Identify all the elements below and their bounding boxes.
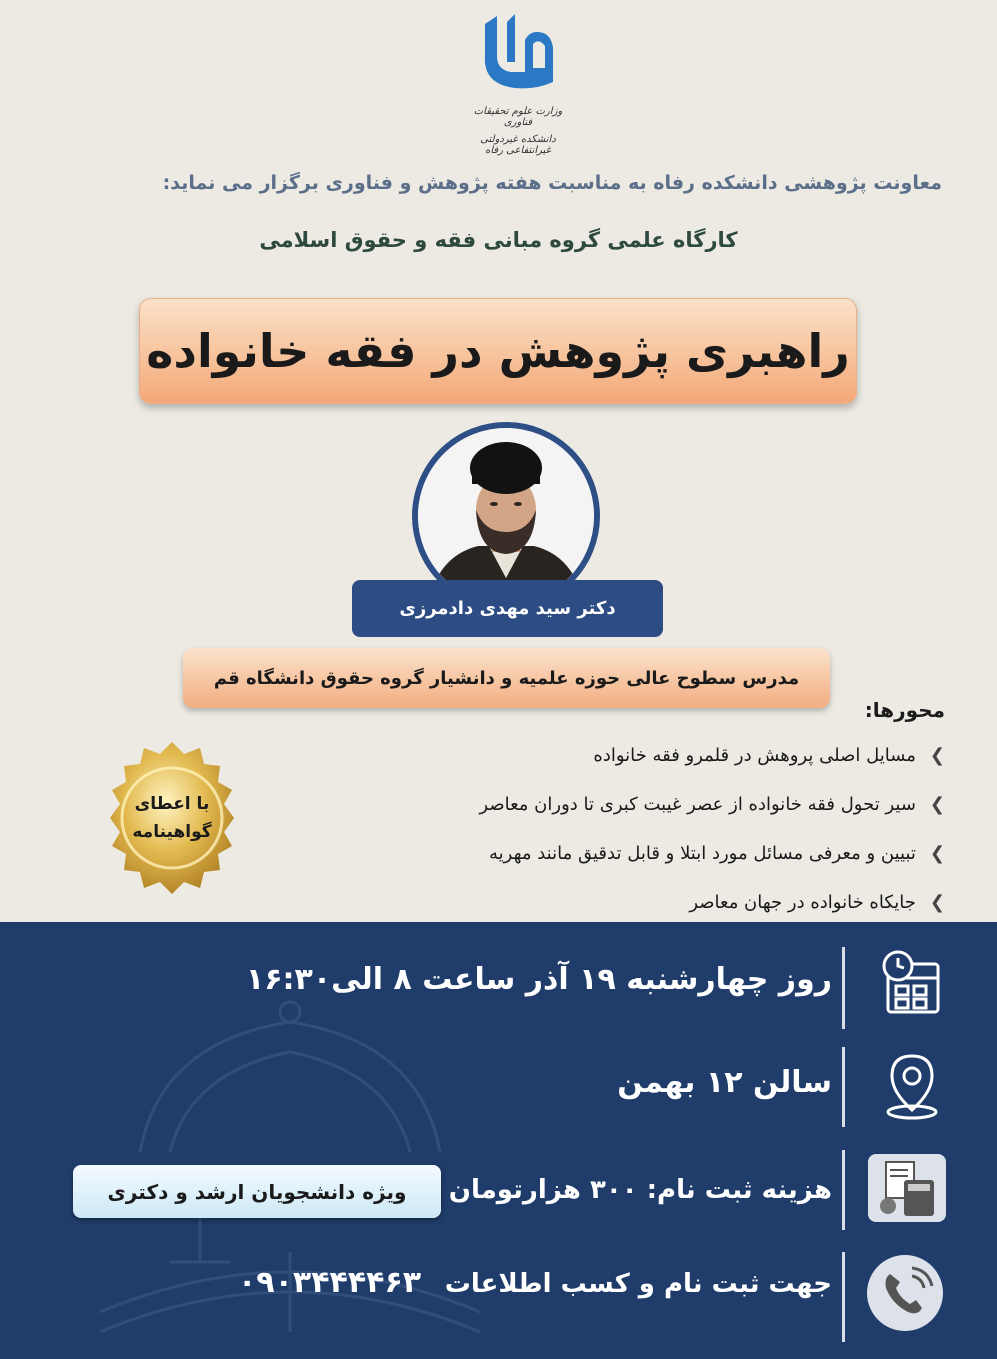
speaker-role: مدرس سطوح عالی حوزه علمیه و دانشیار گروه حقوق دانشگاه قم — [213, 667, 800, 689]
logo-mark-icon — [463, 10, 573, 100]
topics-heading: محورها: — [864, 698, 945, 722]
certificate-text — [88, 742, 256, 894]
event-fee: هزینه ثبت نام: ۳۰۰ هزارتومان — [448, 1175, 832, 1205]
topic-item — [489, 843, 945, 864]
location-pin-icon — [882, 1050, 942, 1120]
divider — [842, 1047, 845, 1127]
topic-item — [689, 892, 945, 913]
event-location: سالن ۱۲ بهمن — [617, 1065, 832, 1100]
workshop-heading: کارگاه علمی گروه مبانی فقه و حقوق اسلامی — [259, 228, 738, 252]
university-logo — [463, 10, 573, 156]
chevron-icon: ❯ — [929, 745, 945, 766]
divider — [842, 1150, 845, 1230]
logo-caption-2: دانشکده غیردولتی غیرانتفاعی رفاه — [480, 134, 556, 156]
chevron-icon: ❯ — [929, 794, 945, 815]
logo-caption-1: وزارت علوم تحقیقات فناوری — [473, 106, 563, 128]
topic-item — [479, 794, 945, 815]
certificate-line-2: گواهینامه — [132, 822, 212, 842]
title-banner — [139, 298, 857, 404]
calendar-clock-icon — [882, 950, 942, 1016]
chevron-icon: ❯ — [929, 843, 945, 864]
speaker-name: دکتر سید مهدی دادمرزی — [399, 598, 616, 619]
invoice-calculator-icon — [868, 1154, 946, 1222]
divider — [842, 1252, 845, 1342]
event-title: راهبری پژوهش در فقه خانواده — [146, 324, 850, 378]
event-datetime: روز چهارشنبه ۱۹ آذر ساعت ۸ الی۱۶:۳۰ — [245, 962, 832, 997]
speaker-name-plate — [352, 580, 663, 637]
contact-label: جهت ثبت نام و کسب اطلاعات — [444, 1269, 832, 1299]
phone-call-icon — [864, 1252, 946, 1334]
contact-phone[interactable]: ۰۹۰۳۴۴۴۴۶۳ — [238, 1265, 422, 1300]
topic-item — [593, 745, 945, 766]
audience-badge — [73, 1165, 441, 1218]
topic-text: مسایل اصلی پروهش در قلمرو فقه خانواده — [593, 745, 916, 766]
event-info-panel — [0, 922, 997, 1359]
topic-text: سیر تحول فقه خانواده از عصر غیبت کبری تا دوران معاصر — [479, 794, 916, 815]
speaker-role-plate — [183, 648, 830, 708]
topic-text: تبیین و معرفی مسائل مورد ابتلا و قابل تدقیق مانند مهریه — [488, 843, 916, 864]
audience-text: ویژه دانشجویان ارشد و دکتری — [107, 1179, 407, 1204]
intro-text: معاونت پژوهشی دانشکده رفاه به مناسبت هفته پژوهش و فناوری برگزار می نماید: — [162, 172, 942, 194]
chevron-icon: ❯ — [929, 892, 945, 913]
topic-text: جایکاه خانواده در جهان معاصر — [689, 892, 916, 913]
divider — [842, 947, 845, 1029]
certificate-line-1: با اعطای — [134, 794, 210, 814]
